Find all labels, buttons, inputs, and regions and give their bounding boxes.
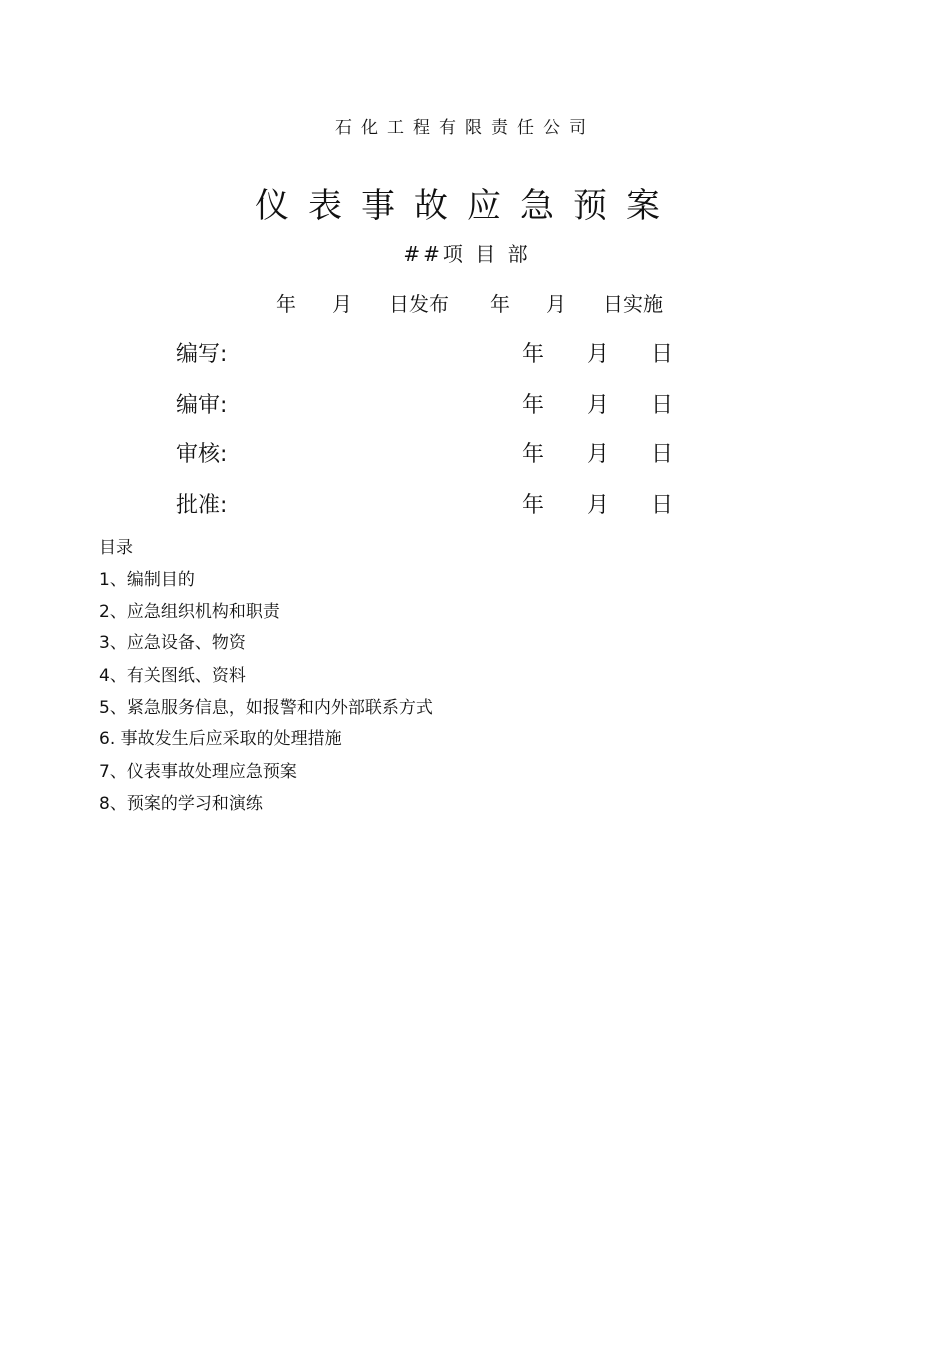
implement-year: 年 bbox=[490, 292, 510, 316]
signature-year: 年 bbox=[522, 493, 545, 518]
implement-month: 月 bbox=[546, 292, 566, 316]
signature-label: 编审: bbox=[176, 393, 228, 418]
signature-year: 年 bbox=[522, 342, 545, 367]
toc-heading: 目录 bbox=[99, 538, 133, 558]
signature-day: 日 bbox=[651, 393, 674, 418]
implement-day-label: 日实施 bbox=[603, 292, 663, 316]
signature-day: 日 bbox=[651, 493, 674, 518]
signature-month: 月 bbox=[587, 442, 610, 467]
signature-year: 年 bbox=[522, 442, 545, 467]
toc-item: 8、预案的学习和演练 bbox=[99, 794, 263, 814]
publish-year: 年 bbox=[276, 292, 296, 316]
toc-item: 2、应急组织机构和职责 bbox=[99, 602, 280, 622]
signature-month: 月 bbox=[587, 493, 610, 518]
signature-day: 日 bbox=[651, 442, 674, 467]
signature-label: 批准: bbox=[176, 493, 228, 518]
toc-item: 3、应急设备、物资 bbox=[99, 633, 246, 653]
signature-year: 年 bbox=[522, 393, 545, 418]
signature-label: 审核: bbox=[176, 442, 228, 467]
toc-item: 1、编制目的 bbox=[99, 570, 195, 590]
signature-label: 编写: bbox=[176, 342, 228, 367]
toc-item: 5、紧急服务信息，如报警和内外部联系方式 bbox=[99, 698, 433, 718]
publish-month: 月 bbox=[332, 292, 352, 316]
company-name: 石化工程有限责任公司 bbox=[335, 118, 595, 138]
document-title: 仪表事故应急预案 bbox=[255, 186, 679, 226]
toc-item: 4、有关图纸、资料 bbox=[99, 666, 246, 686]
toc-item: 6. 事故发生后应采取的处理措施 bbox=[99, 729, 342, 749]
publish-day-label: 日发布 bbox=[389, 292, 449, 316]
signature-day: 日 bbox=[651, 342, 674, 367]
signature-month: 月 bbox=[587, 393, 610, 418]
toc-item: 7、仪表事故处理应急预案 bbox=[99, 762, 297, 782]
department-name: ##项 目 部 bbox=[403, 242, 531, 266]
signature-month: 月 bbox=[587, 342, 610, 367]
